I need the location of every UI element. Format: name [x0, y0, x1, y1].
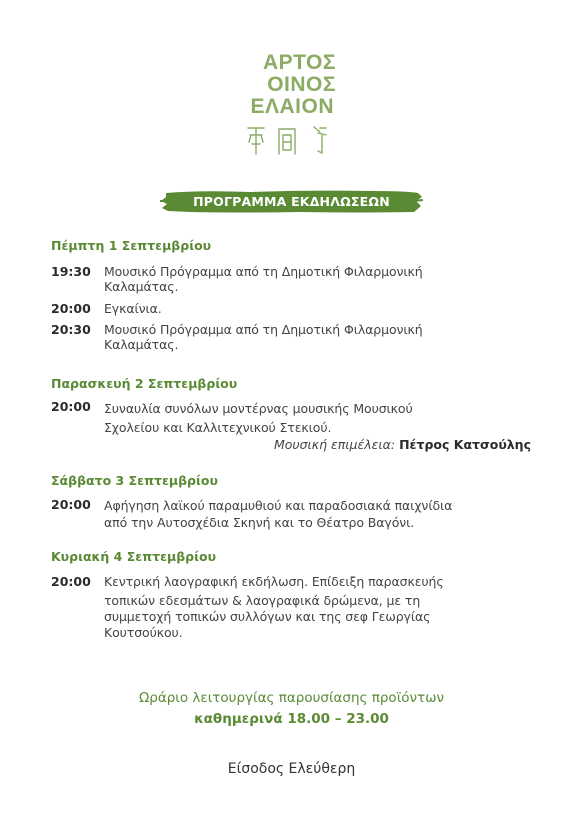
- event-desc-line: Κουτσούκου.: [104, 625, 183, 640]
- vessel-glyph-icon: [279, 129, 295, 154]
- event-desc-line: συμμετοχή τοπικών συλλόγων και της σεφ Γεωργίας: [104, 609, 431, 624]
- event-desc-line: Συναυλία συνόλων μοντέρνας μουσικής Μουσικού: [104, 401, 413, 416]
- event-description: [104, 264, 544, 294]
- event-description: [104, 497, 544, 531]
- event-desc-line: Σχολείου και Καλλιτεχνικού Στεκιού.: [104, 420, 332, 435]
- event-time: 20:00: [51, 301, 91, 316]
- event-desc-line: Μουσικό Πρόγραμμα από τη Δημοτική Φιλαρμονική: [104, 322, 423, 337]
- event-desc-line: τοπικών εδεσμάτων & λαογραφικά δρώμενα, με τη: [104, 593, 421, 608]
- event-description: [104, 399, 544, 437]
- ancient-glyphs-icon: [246, 124, 336, 158]
- event-desc-line: Κεντρική λαογραφική εκδήλωση. Επίδειξη παρασκευής: [104, 574, 444, 589]
- day-heading-1: Πέμπτη 1 Σεπτεμβρίου: [51, 238, 212, 253]
- event-time: 20:30: [51, 322, 91, 337]
- banner-title: ΠΡΟΓΡΑΜΜΑ ΕΚΔΗΛΩΣΕΩΝ: [193, 194, 390, 209]
- event-time: 19:30: [51, 264, 91, 279]
- event-desc-line: Καλαμάτας.: [104, 279, 179, 294]
- event-desc-line: Αφήγηση λαϊκού παραμυθιού και παραδοσιακά παιχνίδια: [104, 498, 453, 513]
- event-time: 20:00: [51, 399, 91, 414]
- program-banner: [160, 189, 423, 214]
- wheat-glyph-icon: [248, 128, 264, 154]
- event-time: 20:00: [51, 497, 91, 512]
- event-desc-line: από την Αυτοσχέδια Σκηνή και το Θέατρο Βαγόνι.: [104, 515, 415, 530]
- day-heading-2: Παρασκευή 2 Σεπτεμβρίου: [51, 376, 238, 391]
- hours-label: Ωράριο λειτουργίας παρουσίασης προϊόντων: [138, 690, 445, 706]
- olive-glyph-icon: [314, 127, 326, 153]
- credit-person: Πέτρος Κατσούλης: [399, 437, 531, 452]
- music-credit: [100, 437, 531, 452]
- event-desc-line: Μουσικό Πρόγραμμα από τη Δημοτική Φιλαρμονική: [104, 264, 423, 279]
- event-description: [104, 574, 544, 641]
- logo-line-2: ΟΙΝΟΣ: [267, 73, 336, 96]
- event-time: 20:00: [51, 574, 91, 589]
- logo-line-1: ΑΡΤΟΣ: [262, 51, 336, 74]
- day-heading-4: Κυριακή 4 Σεπτεμβρίου: [51, 549, 217, 564]
- event-description: [104, 301, 544, 316]
- hours-value: καθημερινά 18.00 – 23.00: [194, 711, 389, 727]
- free-entry-text: Είσοδος Ελεύθερη: [227, 761, 356, 777]
- event-description: [104, 322, 544, 352]
- event-desc-line: Εγκαίνια.: [104, 301, 162, 316]
- logo: [246, 52, 346, 118]
- event-desc-line: Καλαμάτας.: [104, 337, 179, 352]
- logo-line-3: ΕΛΑΙΟΝ: [250, 95, 334, 118]
- credit-role: Μουσική επιμέλεια:: [273, 437, 396, 452]
- day-heading-3: Σάββατο 3 Σεπτεμβρίου: [51, 473, 218, 488]
